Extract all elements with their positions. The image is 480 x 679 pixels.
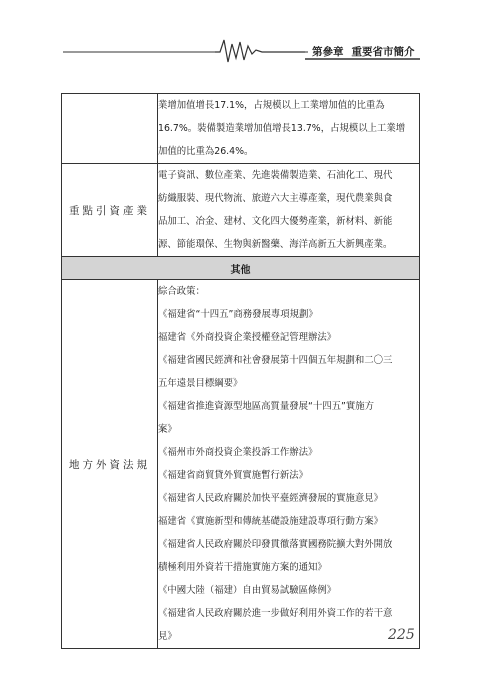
- chapter-name: 重要省市簡介: [351, 46, 415, 58]
- table-row: [62, 280, 420, 649]
- empty-label-cell: [62, 94, 158, 164]
- text-line: 五年遠景目標綱要》: [158, 378, 243, 389]
- text-line: 《福建省“十四五”商務發展專項規劃》: [158, 309, 318, 320]
- row-label: 地方外資法規: [62, 280, 158, 649]
- text-line: 綜合政策：: [158, 286, 205, 297]
- text-line: 案》: [158, 424, 177, 435]
- table-row: [62, 164, 420, 257]
- text-line: 源、節能環保、生物與新醫藥、海洋高新五大新興產業。: [158, 239, 393, 250]
- text-line: 16.7%。裝備製造業增加值增長13.7%，占規模以上工業增: [158, 123, 406, 134]
- text-line: 積極利用外資若干措施實施方案的通知》: [158, 562, 327, 573]
- chapter-title: [312, 45, 415, 59]
- text-line: 見》: [158, 631, 177, 642]
- text-line: 《福建省人民政府關於加快平臺經濟發展的實施意見》: [158, 493, 384, 504]
- row-label: 重點引資產業: [62, 164, 158, 257]
- text-line: 福建省《實施新型和傳統基礎設施建設專項行動方案》: [158, 516, 384, 527]
- table-row: [62, 94, 420, 164]
- page-number: 225: [388, 627, 415, 643]
- text-line: 《福建省國民經濟和社會發展第十四個五年規劃和二〇三: [158, 355, 393, 366]
- province-info-table: [61, 93, 420, 649]
- text-line: 福建省《外商投資企業授權登記管理辦法》: [158, 332, 337, 343]
- header-rule: [0, 0, 480, 70]
- text-line: 《福建省推進資源型地區高質量發展“十四五”實施方: [158, 401, 374, 412]
- section-header-row: [62, 257, 420, 280]
- text-line: 《福建省人民政府關於進一步做好利用外資工作的若干意: [158, 608, 393, 619]
- text-line: 《中國大陸（福建）自由貿易試驗區條例》: [158, 585, 337, 596]
- key-industries-cell: [158, 164, 420, 257]
- text-line: 電子資訊、數位產業、先進裝備製造業、石油化工、現代: [158, 170, 393, 181]
- intro-text-cell: [158, 94, 420, 164]
- text-line: 品加工、冶金、建材、文化四大優勢產業，新材料、新能: [158, 216, 393, 227]
- section-title: 其他: [62, 257, 420, 280]
- page-header: [0, 0, 480, 70]
- text-line: 業增加值增長17.1%，占規模以上工業增加值的比重為: [158, 100, 385, 111]
- text-line: 《福州市外商投資企業投訴工作辦法》: [158, 447, 318, 458]
- chapter-number: 第參章: [312, 46, 344, 58]
- text-line: 《福建省人民政府關於印發貫徹落實國務院擴大對外開放: [158, 539, 393, 550]
- regulations-cell: [158, 280, 420, 649]
- text-line: 《福建省商貿貸外貿實施暫行新法》: [158, 470, 309, 481]
- text-line: 紡織服裝、現代物流、旅遊六大主導產業，現代農業與食: [158, 193, 393, 204]
- text-line: 加值的比重為26.4%。: [158, 146, 254, 157]
